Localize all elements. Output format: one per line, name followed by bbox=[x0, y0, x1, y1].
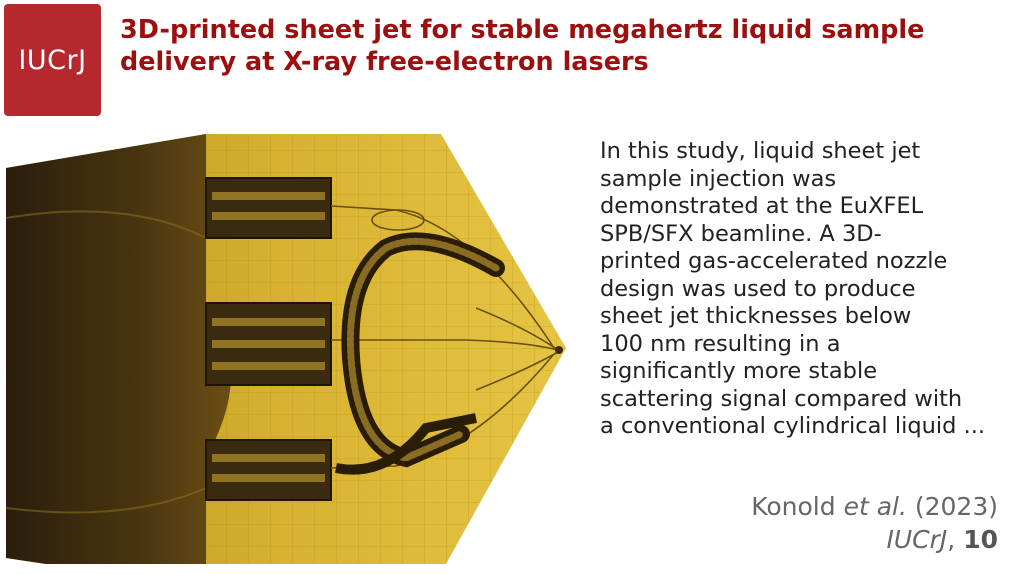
paper-title: 3D-printed sheet jet for stable megahertz liquid sample delivery at X-ray free-electron lasers bbox=[120, 15, 925, 77]
citation-authors: Konold bbox=[751, 492, 844, 521]
iucrj-logo bbox=[4, 4, 101, 116]
citation-volume: 10 bbox=[963, 525, 998, 554]
citation-journal: IUCrJ bbox=[886, 525, 948, 554]
citation-author-line bbox=[751, 490, 998, 523]
nozzle-micrograph bbox=[6, 128, 578, 570]
logo-text: IUCrJ bbox=[18, 44, 87, 76]
citation bbox=[751, 490, 998, 556]
citation-etal: et al. bbox=[843, 492, 907, 521]
abstract-text: In this study, liquid sheet jet sample injection was demonstrated at the EuXFEL SPB/SFX beamline. A 3D- printed gas-accelerated nozzle design was used to produce sheet jet thicknesses below 100 nm resulting in a significantly more stable scattering signal compared with a conventional cylindrical liquid ... bbox=[600, 138, 986, 439]
citation-year: (2023) bbox=[906, 492, 998, 521]
citation-separator: , bbox=[947, 525, 964, 554]
citation-journal-line bbox=[751, 523, 998, 556]
